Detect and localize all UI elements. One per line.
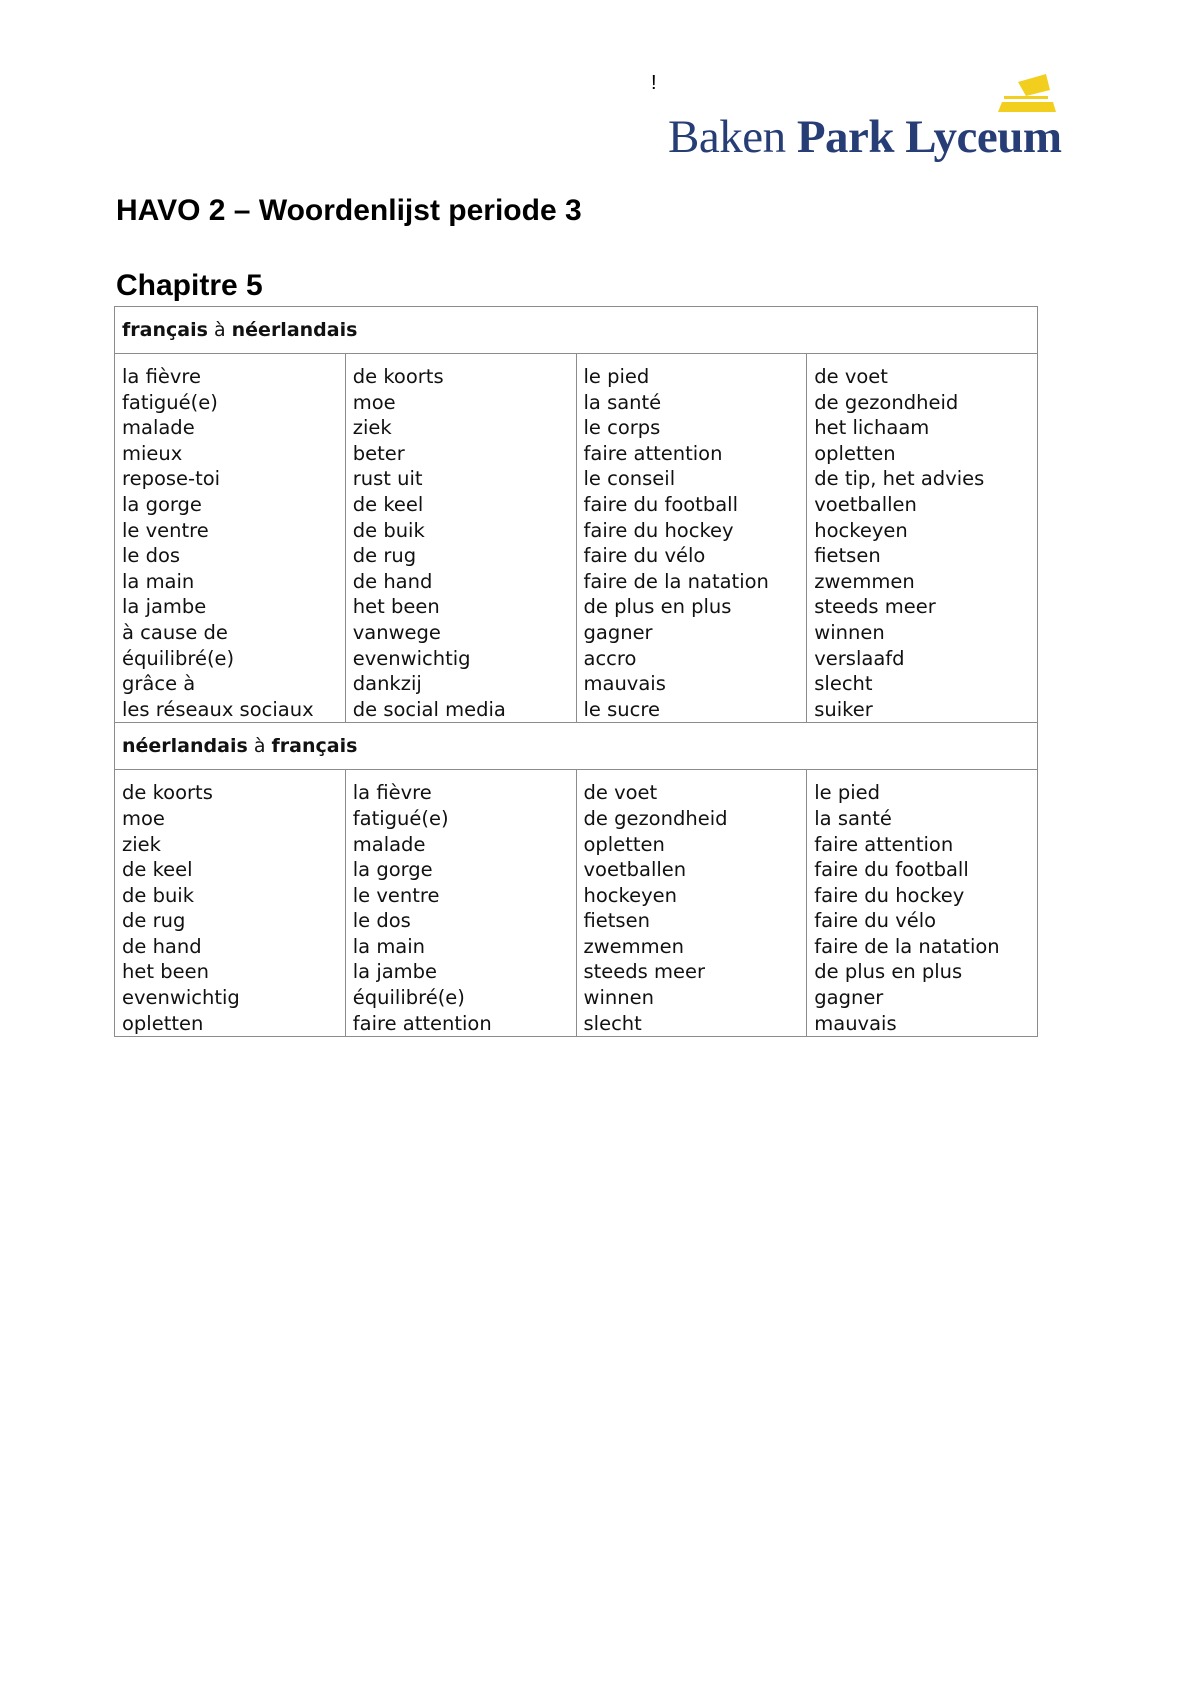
vocab-word: de koorts xyxy=(352,365,444,388)
vocab-word: fatigué(e) xyxy=(352,806,449,830)
section-heading-row xyxy=(115,723,1038,770)
vocab-word: le ventre xyxy=(352,883,440,907)
school-logo xyxy=(668,68,1068,168)
vocab-word: faire du hockey xyxy=(583,518,734,542)
chapter-title: Chapitre 5 xyxy=(116,269,263,302)
vocab-word: le dos xyxy=(352,909,411,933)
vocab-word: voetballen xyxy=(814,492,917,516)
vocab-word: faire de la natation xyxy=(814,934,1000,958)
vocab-word: de tip, het advies xyxy=(814,467,985,491)
vocab-word: le dos xyxy=(122,544,181,568)
vocab-word: hockeyen xyxy=(583,883,678,907)
vocab-word: opletten xyxy=(814,441,896,465)
vocab-word: de gezondheid xyxy=(814,390,959,414)
vocab-word: faire du vélo xyxy=(814,909,937,933)
vocab-word: het lichaam xyxy=(814,416,930,440)
vocab-word: le conseil xyxy=(583,467,676,491)
vocab-word: grâce à xyxy=(122,672,196,696)
word-column-3 xyxy=(576,770,807,1037)
word-column-4 xyxy=(807,354,1038,723)
vocab-word: suiker xyxy=(814,697,873,721)
vocab-word: la fièvre xyxy=(122,365,201,388)
vocab-word: faire attention xyxy=(814,832,954,856)
word-column-3 xyxy=(576,354,807,723)
vocab-word: le corps xyxy=(583,416,661,440)
vocab-word: le ventre xyxy=(122,518,209,542)
vocab-word: zwemmen xyxy=(814,569,915,593)
heading-arrow: à xyxy=(213,319,226,341)
vocab-word: de buik xyxy=(352,518,425,542)
vocab-word: le pied xyxy=(814,781,881,805)
heading-arrow: à xyxy=(253,735,266,758)
vocab-word: de rug xyxy=(122,909,186,933)
vocab-word: la main xyxy=(122,569,195,593)
vocab-word: faire de la natation xyxy=(583,569,769,593)
vocab-word: le sucre xyxy=(583,697,660,721)
vocab-word: slecht xyxy=(583,1011,642,1035)
vocab-word: équilibré(e) xyxy=(122,646,235,670)
vocab-word: la santé xyxy=(583,390,662,414)
vocab-word: winnen xyxy=(814,620,885,644)
vocab-word: zwemmen xyxy=(583,934,685,958)
vocab-word: moe xyxy=(122,806,165,830)
vocab-word: de keel xyxy=(122,858,193,882)
vocab-word: la gorge xyxy=(122,492,202,516)
vocab-word: accro xyxy=(583,646,637,670)
vocab-word: steeds meer xyxy=(814,595,936,619)
vocab-word: repose-toi xyxy=(122,467,221,491)
vocab-word: faire du vélo xyxy=(583,544,706,568)
vocab-word: steeds meer xyxy=(583,960,706,984)
vocab-word: opletten xyxy=(122,1011,204,1035)
vocab-word: malade xyxy=(122,416,195,440)
word-list-row xyxy=(115,770,1038,1037)
logo-text-light: Baken xyxy=(668,111,786,163)
vocab-word: de plus en plus xyxy=(814,960,963,984)
vocab-word: vanwege xyxy=(352,620,441,644)
vocab-word: à cause de xyxy=(122,620,228,644)
vocab-word: mauvais xyxy=(583,672,666,696)
vocab-word: moe xyxy=(352,390,396,414)
vocab-word: verslaafd xyxy=(814,646,905,670)
word-column-2 xyxy=(345,354,576,723)
word-column-2 xyxy=(345,770,576,1037)
section-heading-row xyxy=(115,307,1038,354)
heading-source-language: français xyxy=(122,319,208,341)
vocab-word: winnen xyxy=(583,986,654,1010)
vocab-word: équilibré(e) xyxy=(352,986,465,1010)
vocab-word: la jambe xyxy=(122,595,207,619)
vocab-word: la jambe xyxy=(352,960,438,984)
heading-source-language: néerlandais xyxy=(122,735,248,758)
heading-target-language: français xyxy=(271,735,358,758)
vocab-word: faire du football xyxy=(583,492,738,516)
stray-mark: ! xyxy=(651,72,657,94)
vocab-word: faire du football xyxy=(814,858,969,882)
vocab-word: de social media xyxy=(352,697,506,721)
vocab-word: le pied xyxy=(583,365,650,388)
vocab-word: la fièvre xyxy=(352,781,432,805)
vocab-word: gagner xyxy=(814,986,884,1010)
word-column-4 xyxy=(807,770,1038,1037)
vocab-word: mieux xyxy=(122,441,183,465)
vocab-word: malade xyxy=(352,832,426,856)
vocab-word: slecht xyxy=(814,672,873,696)
vocab-word: de rug xyxy=(352,544,417,568)
section-heading xyxy=(115,307,1038,354)
vocab-word: rust uit xyxy=(352,467,423,491)
vocab-word: faire attention xyxy=(352,1011,492,1035)
vocab-word: faire attention xyxy=(583,441,723,465)
vocab-word: beter xyxy=(352,441,405,465)
vocab-word: dankzij xyxy=(352,672,422,696)
vocab-word: de keel xyxy=(352,492,424,516)
vocab-word: gagner xyxy=(583,620,653,644)
section-heading xyxy=(115,723,1038,770)
vocab-word: de voet xyxy=(814,365,888,388)
vocab-word: la santé xyxy=(814,806,892,830)
vocab-word: opletten xyxy=(583,832,665,856)
vocab-word: de plus en plus xyxy=(583,595,732,619)
vocabulary-table xyxy=(114,306,1038,1037)
vocab-word: de buik xyxy=(122,883,195,907)
vocab-word: de gezondheid xyxy=(583,806,728,830)
vocab-word: la main xyxy=(352,934,426,958)
vocab-word: fietsen xyxy=(814,544,881,568)
vocab-word: het been xyxy=(352,595,440,619)
vocab-word: hockeyen xyxy=(814,518,908,542)
vocab-word: fietsen xyxy=(583,909,650,933)
logo-text-bold: Park Lyceum xyxy=(796,111,1062,163)
vocab-word: voetballen xyxy=(583,858,687,882)
vocab-word: de hand xyxy=(352,569,433,593)
word-column-1 xyxy=(115,354,346,723)
vocab-word: fatigué(e) xyxy=(122,390,218,414)
vocab-word: evenwichtig xyxy=(352,646,471,670)
vocab-word: la gorge xyxy=(352,858,433,882)
vocab-word: mauvais xyxy=(814,1011,897,1035)
vocab-word: evenwichtig xyxy=(122,986,240,1010)
vocab-word: les réseaux sociaux xyxy=(122,697,314,721)
vocab-word: de koorts xyxy=(122,781,213,805)
vocab-word: faire du hockey xyxy=(814,883,965,907)
word-list-row xyxy=(115,354,1038,723)
logo-wordmark xyxy=(668,110,1062,164)
vocab-word: ziek xyxy=(122,832,161,856)
vocab-word: de hand xyxy=(122,934,202,958)
vocab-word: de voet xyxy=(583,781,658,805)
vocab-word: ziek xyxy=(352,416,392,440)
word-column-1 xyxy=(115,770,346,1037)
vocab-word: het been xyxy=(122,960,209,984)
document-title: HAVO 2 – Woordenlijst periode 3 xyxy=(116,194,582,227)
heading-target-language: néerlandais xyxy=(231,319,358,341)
